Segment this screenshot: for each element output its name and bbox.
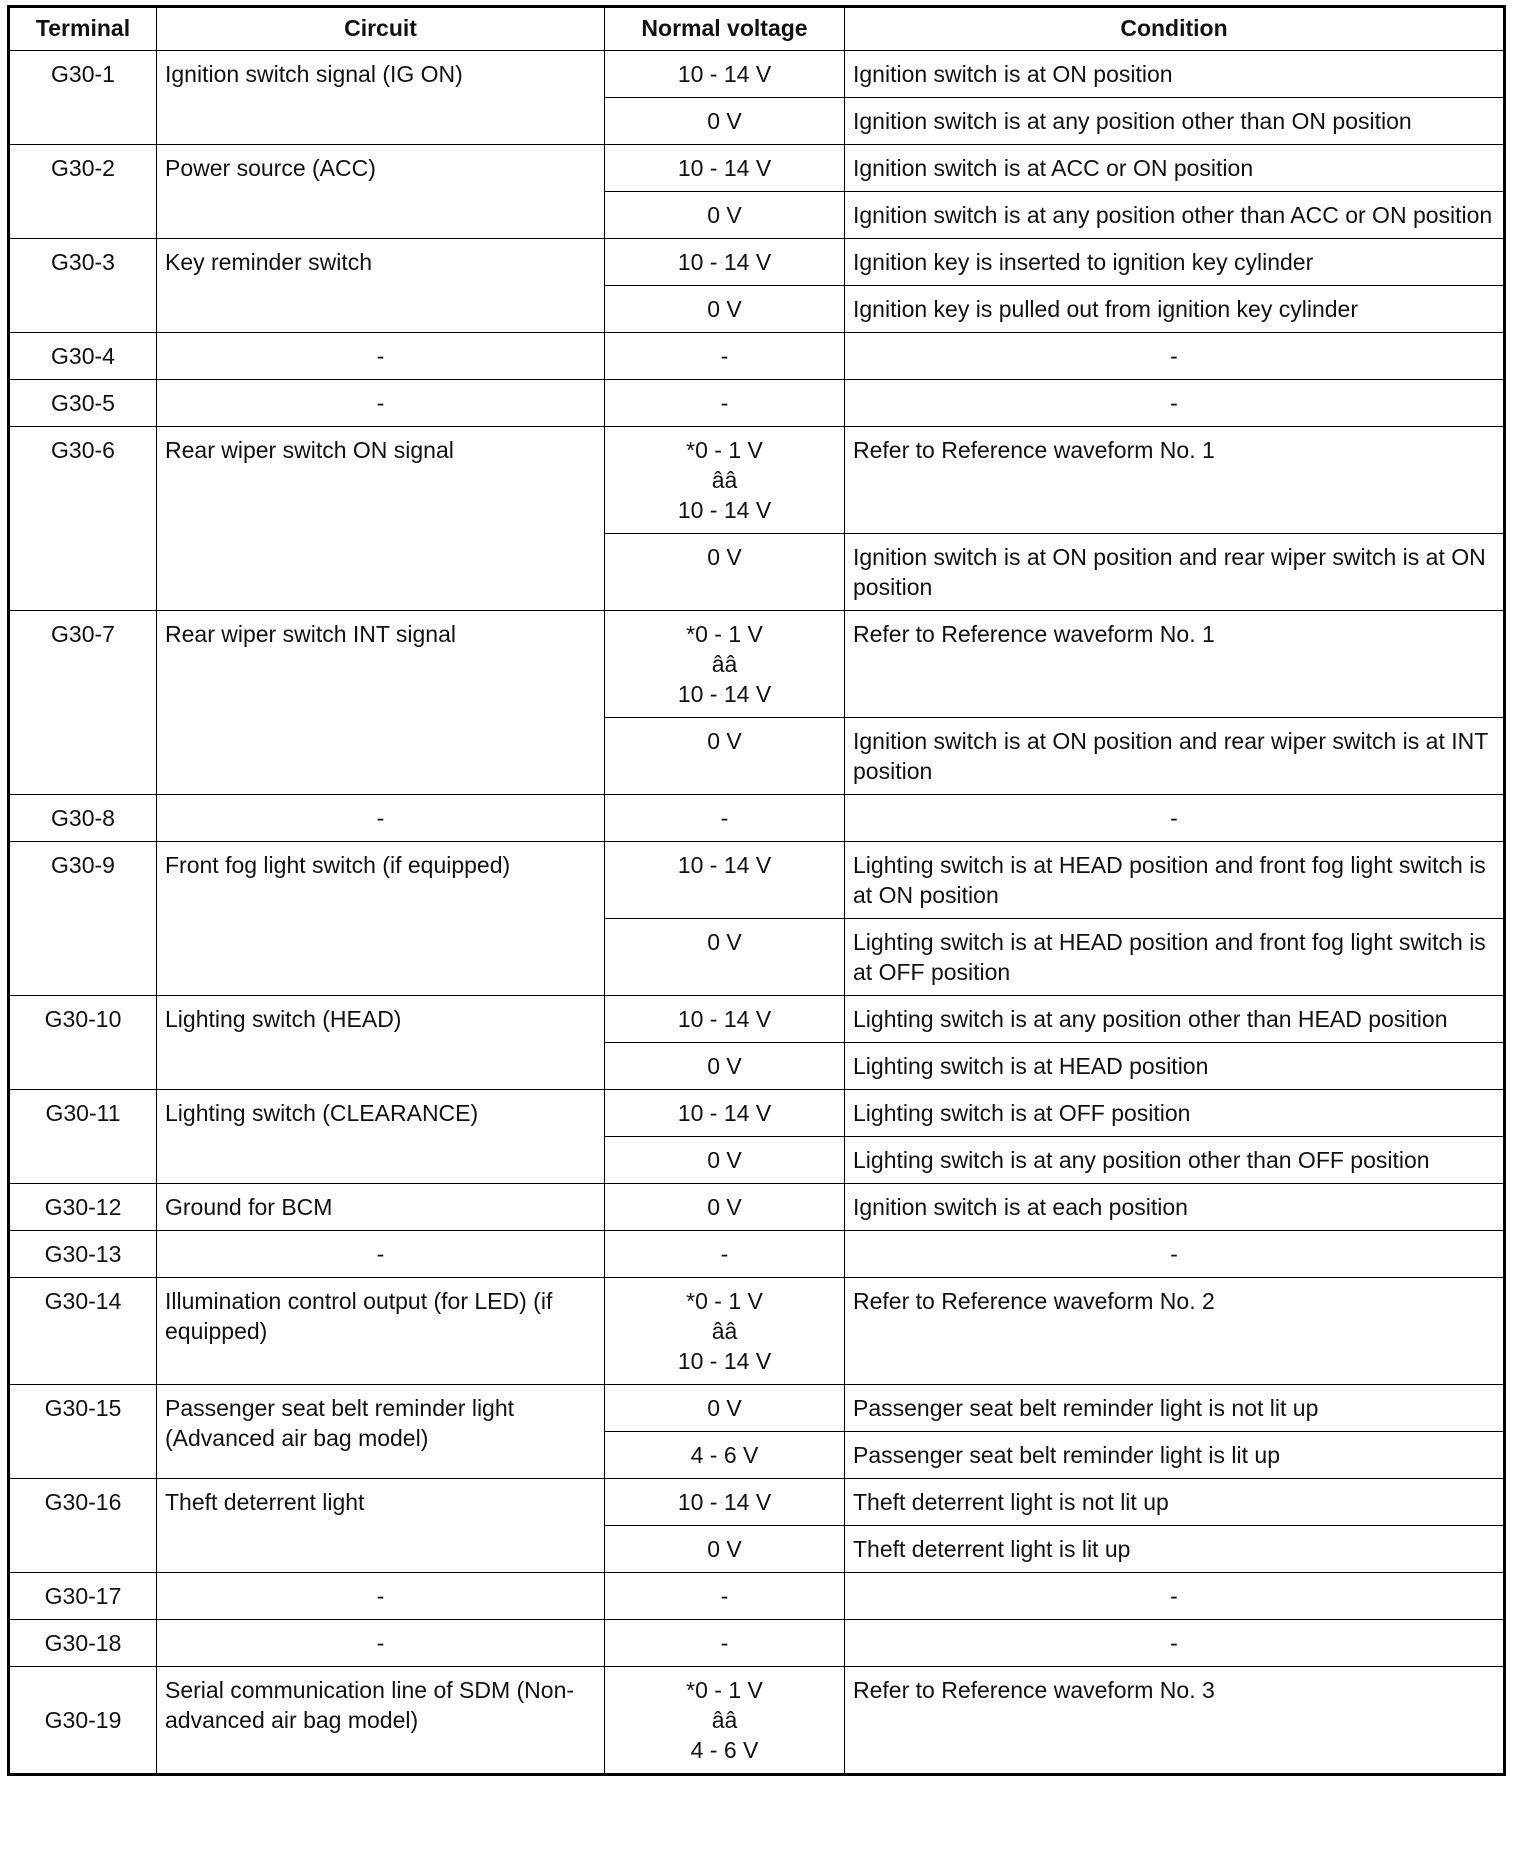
table-row — [9, 1667, 1505, 1775]
table-row — [9, 1231, 1505, 1278]
terminal-cell: G30-2 — [9, 145, 157, 239]
table-row — [9, 611, 1505, 718]
header-condition: Condition — [845, 7, 1505, 51]
voltage-cell — [605, 145, 845, 192]
condition-cell: Passenger seat belt reminder light is not lit up — [845, 1385, 1505, 1432]
terminal-cell: G30-12 — [9, 1184, 157, 1231]
condition-cell: Lighting switch is at OFF position — [845, 1090, 1505, 1137]
table-row — [9, 1385, 1505, 1432]
table-row — [9, 1184, 1505, 1231]
circuit-cell: - — [157, 795, 605, 842]
voltage-line: 10 - 14 V — [677, 852, 772, 878]
voltage-line: 0 V — [707, 296, 742, 322]
voltage-line: 10 - 14 V — [677, 1100, 772, 1126]
table-row — [9, 427, 1505, 534]
terminal-cell: G30-18 — [9, 1620, 157, 1667]
voltage-cell — [605, 919, 845, 996]
voltage-cell — [605, 1278, 845, 1385]
voltage-line: - — [720, 1583, 729, 1609]
voltage-cell — [605, 239, 845, 286]
condition-cell: - — [845, 1620, 1505, 1667]
voltage-line: - — [720, 1241, 729, 1267]
condition-cell: - — [845, 795, 1505, 842]
voltage-line: 10 - 14 V — [677, 155, 772, 181]
terminal-cell: G30-14 — [9, 1278, 157, 1385]
terminal-cell: G30-8 — [9, 795, 157, 842]
voltage-line: 10 - 14 V — [677, 1348, 772, 1374]
circuit-cell: - — [157, 1231, 605, 1278]
voltage-line: *0 - 1 V — [686, 437, 763, 463]
voltage-line: ââ — [711, 651, 738, 677]
voltage-line: *0 - 1 V — [686, 1677, 763, 1703]
voltage-cell — [605, 1432, 845, 1479]
circuit-cell: Key reminder switch — [157, 239, 605, 333]
voltage-line: ââ — [711, 1707, 738, 1733]
terminal-cell: G30-5 — [9, 380, 157, 427]
voltage-line: *0 - 1 V — [686, 1288, 763, 1314]
voltage-cell — [605, 333, 845, 380]
condition-cell: Ignition switch is at ON position — [845, 51, 1505, 98]
voltage-cell — [605, 1090, 845, 1137]
voltage-cell — [605, 51, 845, 98]
circuit-cell: Rear wiper switch INT signal — [157, 611, 605, 795]
voltage-cell — [605, 286, 845, 333]
terminal-cell: G30-1 — [9, 51, 157, 145]
condition-cell: Refer to Reference waveform No. 1 — [845, 427, 1505, 534]
condition-cell: Lighting switch is at HEAD position and front fog light switch is at OFF position — [845, 919, 1505, 996]
voltage-cell — [605, 1479, 845, 1526]
circuit-cell: Power source (ACC) — [157, 145, 605, 239]
table-row — [9, 1573, 1505, 1620]
voltage-line: 10 - 14 V — [677, 1489, 772, 1515]
condition-cell: - — [845, 380, 1505, 427]
terminal-cell: G30-11 — [9, 1090, 157, 1184]
circuit-cell: Passenger seat belt reminder light (Advanced air bag model) — [157, 1385, 605, 1479]
condition-cell: Lighting switch is at HEAD position and front fog light switch is at ON position — [845, 842, 1505, 919]
condition-cell: - — [845, 1231, 1505, 1278]
circuit-cell: - — [157, 333, 605, 380]
voltage-line: *0 - 1 V — [686, 621, 763, 647]
voltage-cell — [605, 380, 845, 427]
circuit-cell: - — [157, 380, 605, 427]
voltage-line: 4 - 6 V — [690, 1442, 759, 1468]
voltage-cell — [605, 1137, 845, 1184]
circuit-cell: Theft deterrent light — [157, 1479, 605, 1573]
voltage-line: - — [720, 805, 729, 831]
terminal-cell: G30-7 — [9, 611, 157, 795]
condition-cell: Lighting switch is at HEAD position — [845, 1043, 1505, 1090]
condition-cell: - — [845, 1573, 1505, 1620]
voltage-cell — [605, 718, 845, 795]
voltage-line: 0 V — [707, 1395, 742, 1421]
terminal-cell: G30-17 — [9, 1573, 157, 1620]
condition-cell: - — [845, 333, 1505, 380]
voltage-line: 0 V — [707, 202, 742, 228]
terminal-voltage-document — [7, 5, 1506, 1776]
condition-cell: Ignition switch is at ON position and rear wiper switch is at ON position — [845, 534, 1505, 611]
condition-cell: Ignition key is inserted to ignition key cylinder — [845, 239, 1505, 286]
condition-cell: Passenger seat belt reminder light is lit up — [845, 1432, 1505, 1479]
terminal-cell: G30-15 — [9, 1385, 157, 1479]
voltage-cell — [605, 1043, 845, 1090]
voltage-cell — [605, 1184, 845, 1231]
circuit-cell: Lighting switch (CLEARANCE) — [157, 1090, 605, 1184]
condition-cell: Ignition switch is at ON position and rear wiper switch is at INT position — [845, 718, 1505, 795]
condition-cell: Theft deterrent light is not lit up — [845, 1479, 1505, 1526]
terminal-cell: G30-9 — [9, 842, 157, 996]
table-row — [9, 842, 1505, 919]
voltage-cell — [605, 842, 845, 919]
circuit-cell: Lighting switch (HEAD) — [157, 996, 605, 1090]
voltage-line: 0 V — [707, 728, 742, 754]
voltage-cell — [605, 611, 845, 718]
voltage-cell — [605, 1667, 845, 1775]
circuit-cell: Ground for BCM — [157, 1184, 605, 1231]
terminal-cell: G30-4 — [9, 333, 157, 380]
voltage-line: ââ — [711, 467, 738, 493]
voltage-line: 10 - 14 V — [677, 61, 772, 87]
voltage-line: - — [720, 1630, 729, 1656]
terminal-voltage-table — [7, 5, 1506, 1776]
condition-cell: Ignition switch is at any position other than ON position — [845, 98, 1505, 145]
table-row — [9, 145, 1505, 192]
table-row — [9, 1479, 1505, 1526]
table-row — [9, 51, 1505, 98]
voltage-cell — [605, 534, 845, 611]
terminal-cell: G30-10 — [9, 996, 157, 1090]
header-circuit: Circuit — [157, 7, 605, 51]
voltage-cell — [605, 996, 845, 1043]
voltage-cell — [605, 98, 845, 145]
table-header-row — [9, 7, 1505, 51]
voltage-line: 0 V — [707, 108, 742, 134]
voltage-cell — [605, 427, 845, 534]
table-row — [9, 333, 1505, 380]
voltage-line: 10 - 14 V — [677, 1006, 772, 1032]
header-terminal: Terminal — [9, 7, 157, 51]
table-row — [9, 1090, 1505, 1137]
voltage-line: 0 V — [707, 1147, 742, 1173]
voltage-line: 10 - 14 V — [677, 497, 772, 523]
table-row — [9, 239, 1505, 286]
header-normal-voltage: Normal voltage — [605, 7, 845, 51]
terminal-cell: G30-6 — [9, 427, 157, 611]
voltage-line: 4 - 6 V — [690, 1737, 759, 1763]
voltage-cell — [605, 1385, 845, 1432]
terminal-cell: G30-13 — [9, 1231, 157, 1278]
table-row — [9, 996, 1505, 1043]
voltage-cell — [605, 1573, 845, 1620]
circuit-cell: Ignition switch signal (IG ON) — [157, 51, 605, 145]
voltage-line: 0 V — [707, 1536, 742, 1562]
voltage-line: ââ — [711, 1318, 738, 1344]
circuit-cell: - — [157, 1620, 605, 1667]
voltage-line: 10 - 14 V — [677, 681, 772, 707]
condition-cell: Refer to Reference waveform No. 1 — [845, 611, 1505, 718]
condition-cell: Ignition switch is at any position other than ACC or ON position — [845, 192, 1505, 239]
voltage-cell — [605, 1620, 845, 1667]
condition-cell: Ignition switch is at each position — [845, 1184, 1505, 1231]
condition-cell: Lighting switch is at any position other than HEAD position — [845, 996, 1505, 1043]
terminal-cell: G30-3 — [9, 239, 157, 333]
terminal-cell: G30-19 — [9, 1667, 157, 1775]
table-row — [9, 380, 1505, 427]
voltage-line: 0 V — [707, 544, 742, 570]
condition-cell: Refer to Reference waveform No. 2 — [845, 1278, 1505, 1385]
table-row — [9, 1620, 1505, 1667]
circuit-cell: - — [157, 1573, 605, 1620]
circuit-cell: Illumination control output (for LED) (if equipped) — [157, 1278, 605, 1385]
voltage-cell — [605, 1231, 845, 1278]
condition-cell: Ignition key is pulled out from ignition key cylinder — [845, 286, 1505, 333]
circuit-cell: Rear wiper switch ON signal — [157, 427, 605, 611]
voltage-line: 0 V — [707, 1053, 742, 1079]
voltage-line: - — [720, 343, 729, 369]
condition-cell: Lighting switch is at any position other than OFF position — [845, 1137, 1505, 1184]
table-row — [9, 795, 1505, 842]
voltage-line: 10 - 14 V — [677, 249, 772, 275]
condition-cell: Refer to Reference waveform No. 3 — [845, 1667, 1505, 1775]
voltage-cell — [605, 795, 845, 842]
voltage-line: 0 V — [707, 1194, 742, 1220]
voltage-cell — [605, 1526, 845, 1573]
voltage-line: 0 V — [707, 929, 742, 955]
condition-cell: Ignition switch is at ACC or ON position — [845, 145, 1505, 192]
circuit-cell: Front fog light switch (if equipped) — [157, 842, 605, 996]
table-row — [9, 1278, 1505, 1385]
voltage-line: - — [720, 390, 729, 416]
voltage-cell — [605, 192, 845, 239]
terminal-cell: G30-16 — [9, 1479, 157, 1573]
circuit-cell: Serial communication line of SDM (Non-advanced air bag model) — [157, 1667, 605, 1775]
condition-cell: Theft deterrent light is lit up — [845, 1526, 1505, 1573]
